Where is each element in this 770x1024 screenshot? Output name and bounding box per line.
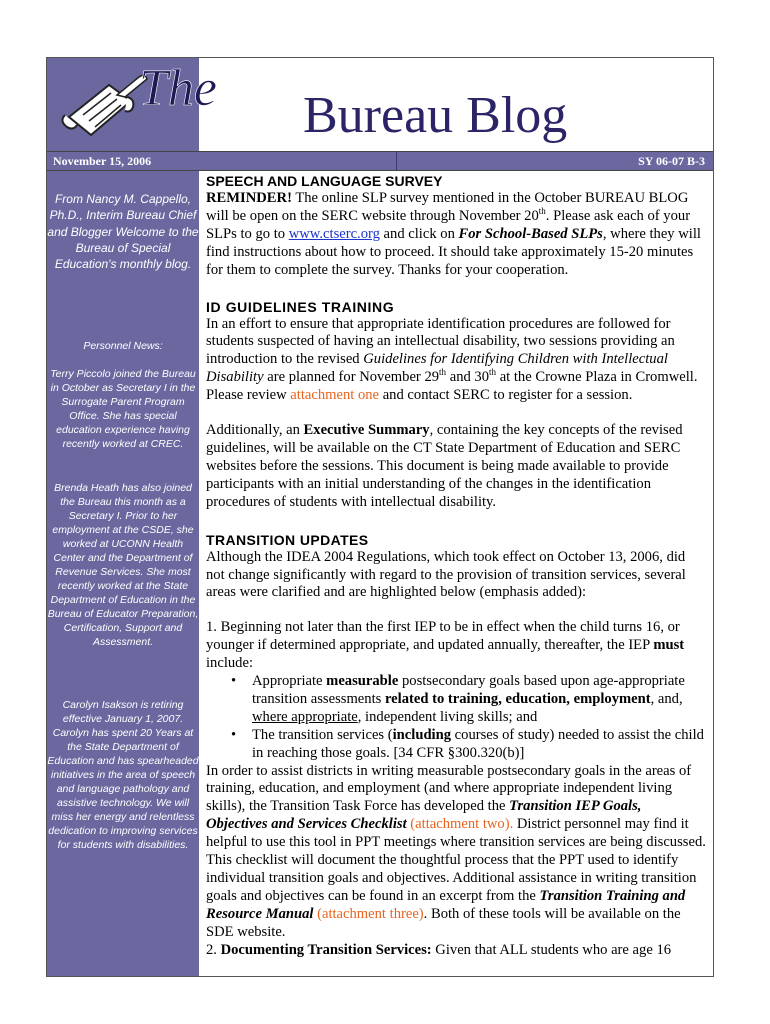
transition-bullets <box>206 673 706 763</box>
issue-date: November 15, 2006 <box>53 154 152 168</box>
logo-text: The <box>139 60 217 117</box>
scroll-quill-logo-icon <box>47 55 237 155</box>
transition-paragraph-3: In order to assist districts in writing measurable postsecondary goals in the areas of training, education, and employment (and where appropriate independent living skills), the Transition Task Force has developed the Transition IEP Goals, Objectives and Services Checklist (attachment two). District personnel may find it helpful to use this tool in PPT meetings where transition services are being discussed. This checklist will document the thoughtful process that the PPT used to identify individual transition goals and objectives. Additional assistance in writing transition goals and objectives can be found in an excerpt from the Transition Training and Resource Manual (attachment three). Both of these tools will be available on the SDE website. <box>206 762 706 940</box>
main-content <box>206 172 706 960</box>
transition-heading: TRANSITION UPDATES <box>206 531 369 548</box>
news-item-terry: Terry Piccolo joined the Bureau in October as Secretary I in the Surrogate Parent Program Office. She has special education experience having recently worked at CREC. <box>50 368 196 450</box>
transition-paragraph-4: 2. Documenting Transition Services: Given that ALL students who are age 16 <box>206 941 672 958</box>
band-divider <box>396 152 397 170</box>
attachment-three-link[interactable]: (attachment three) <box>317 905 424 922</box>
transition-paragraph-1: Although the IDEA 2004 Regulations, which took effect on October 13, 2006, did not change significantly with regard to the provision of transition services, several areas were clarified and are highlighted below (emphasis added): <box>206 548 686 601</box>
slp-paragraph: REMINDER! The online SLP survey mentioned in the October BUREAU BLOG will be open on the SERC website through November 20th. Please ask each of your SLPs to go to www.ctserc.org and click on For School-Based SLPs, where they will find instructions about how to proceed. It should take approximately 15-20 minutes for them to complete the survey. Thanks for your cooperation. <box>206 190 701 278</box>
attachment-one-link[interactable]: attachment one <box>290 387 380 404</box>
news-item-brenda: Brenda Heath has also joined the Bureau this month as a Secretary I. Prior to her employment at the CSDE, she worked at UCONN Health Center and the Department of Revenue Services. She most recently worked at the State Department of Education in the Bureau of Educator Preparation, Certification, Support and Assessment. <box>47 482 199 648</box>
personnel-news-heading: Personnel News: <box>83 340 163 352</box>
list-item: • Appropriate measurable postsecondary goals based upon age-appropriate transition assessments related to training, education, employment, and, where appropriate, independent living skills; and <box>252 673 706 727</box>
serc-link[interactable]: www.ctserc.org <box>288 225 380 242</box>
sidebar-intro: From Nancy M. Cappello, Ph.D., Interim Bureau Chief and Blogger Welcome to the Bureau of Special Education's monthly blog. <box>47 192 199 272</box>
transition-paragraph-2: 1. Beginning not later than the first IEP to be in effect when the child turns 16, or younger if determined appropriate, and updated annually, thereafter, the IEP must include: <box>206 619 685 672</box>
news-item-carolyn: Carolyn Isakson is retiring effective January 1, 2007. Carolyn has spent 20 Years at the State Department of Education and has spearheaded initiatives in the area of speech and language pathology and assistive technology. We will miss her energy and relentless dedication to improving services for students with disabilities. <box>47 699 199 851</box>
list-item: • The transition services (including courses of study) needed to assist the child in reaching those goals. [34 CFR §300.320(b)] <box>252 727 706 763</box>
idg-paragraph-2: Additionally, an Executive Summary, containing the key concepts of the revised guidelines, will be available on the CT State Department of Education and SERC websites before the sessions. This document is being made available to provide participants with an initial understanding of the changes in the identification procedures of students with intellectual disability. <box>206 422 683 510</box>
sidebar <box>47 171 199 976</box>
reminder-label: REMINDER! <box>206 190 292 206</box>
attachment-two-link[interactable]: (attachment two). <box>410 816 514 833</box>
date-band <box>47 151 713 171</box>
blog-title: Bureau Blog <box>303 87 568 144</box>
slp-heading: SPEECH AND LANGUAGE SURVEY <box>206 173 443 189</box>
idg-heading: ID GUIDELINES TRAINING <box>206 298 395 315</box>
issue-number: SY 06-07 B-3 <box>638 154 705 168</box>
idg-paragraph-1: In an effort to ensure that appropriate identification procedures are followed for students suspected of having an intellectual disability, two sessions providing an introduction to the revised Guidelines for Identifying Children with Intellectual Disability are planned for November 29th and 30th at the Crowne Plaza in Cromwell. Please review attachment one and contact SERC to register for a session. <box>206 315 698 404</box>
